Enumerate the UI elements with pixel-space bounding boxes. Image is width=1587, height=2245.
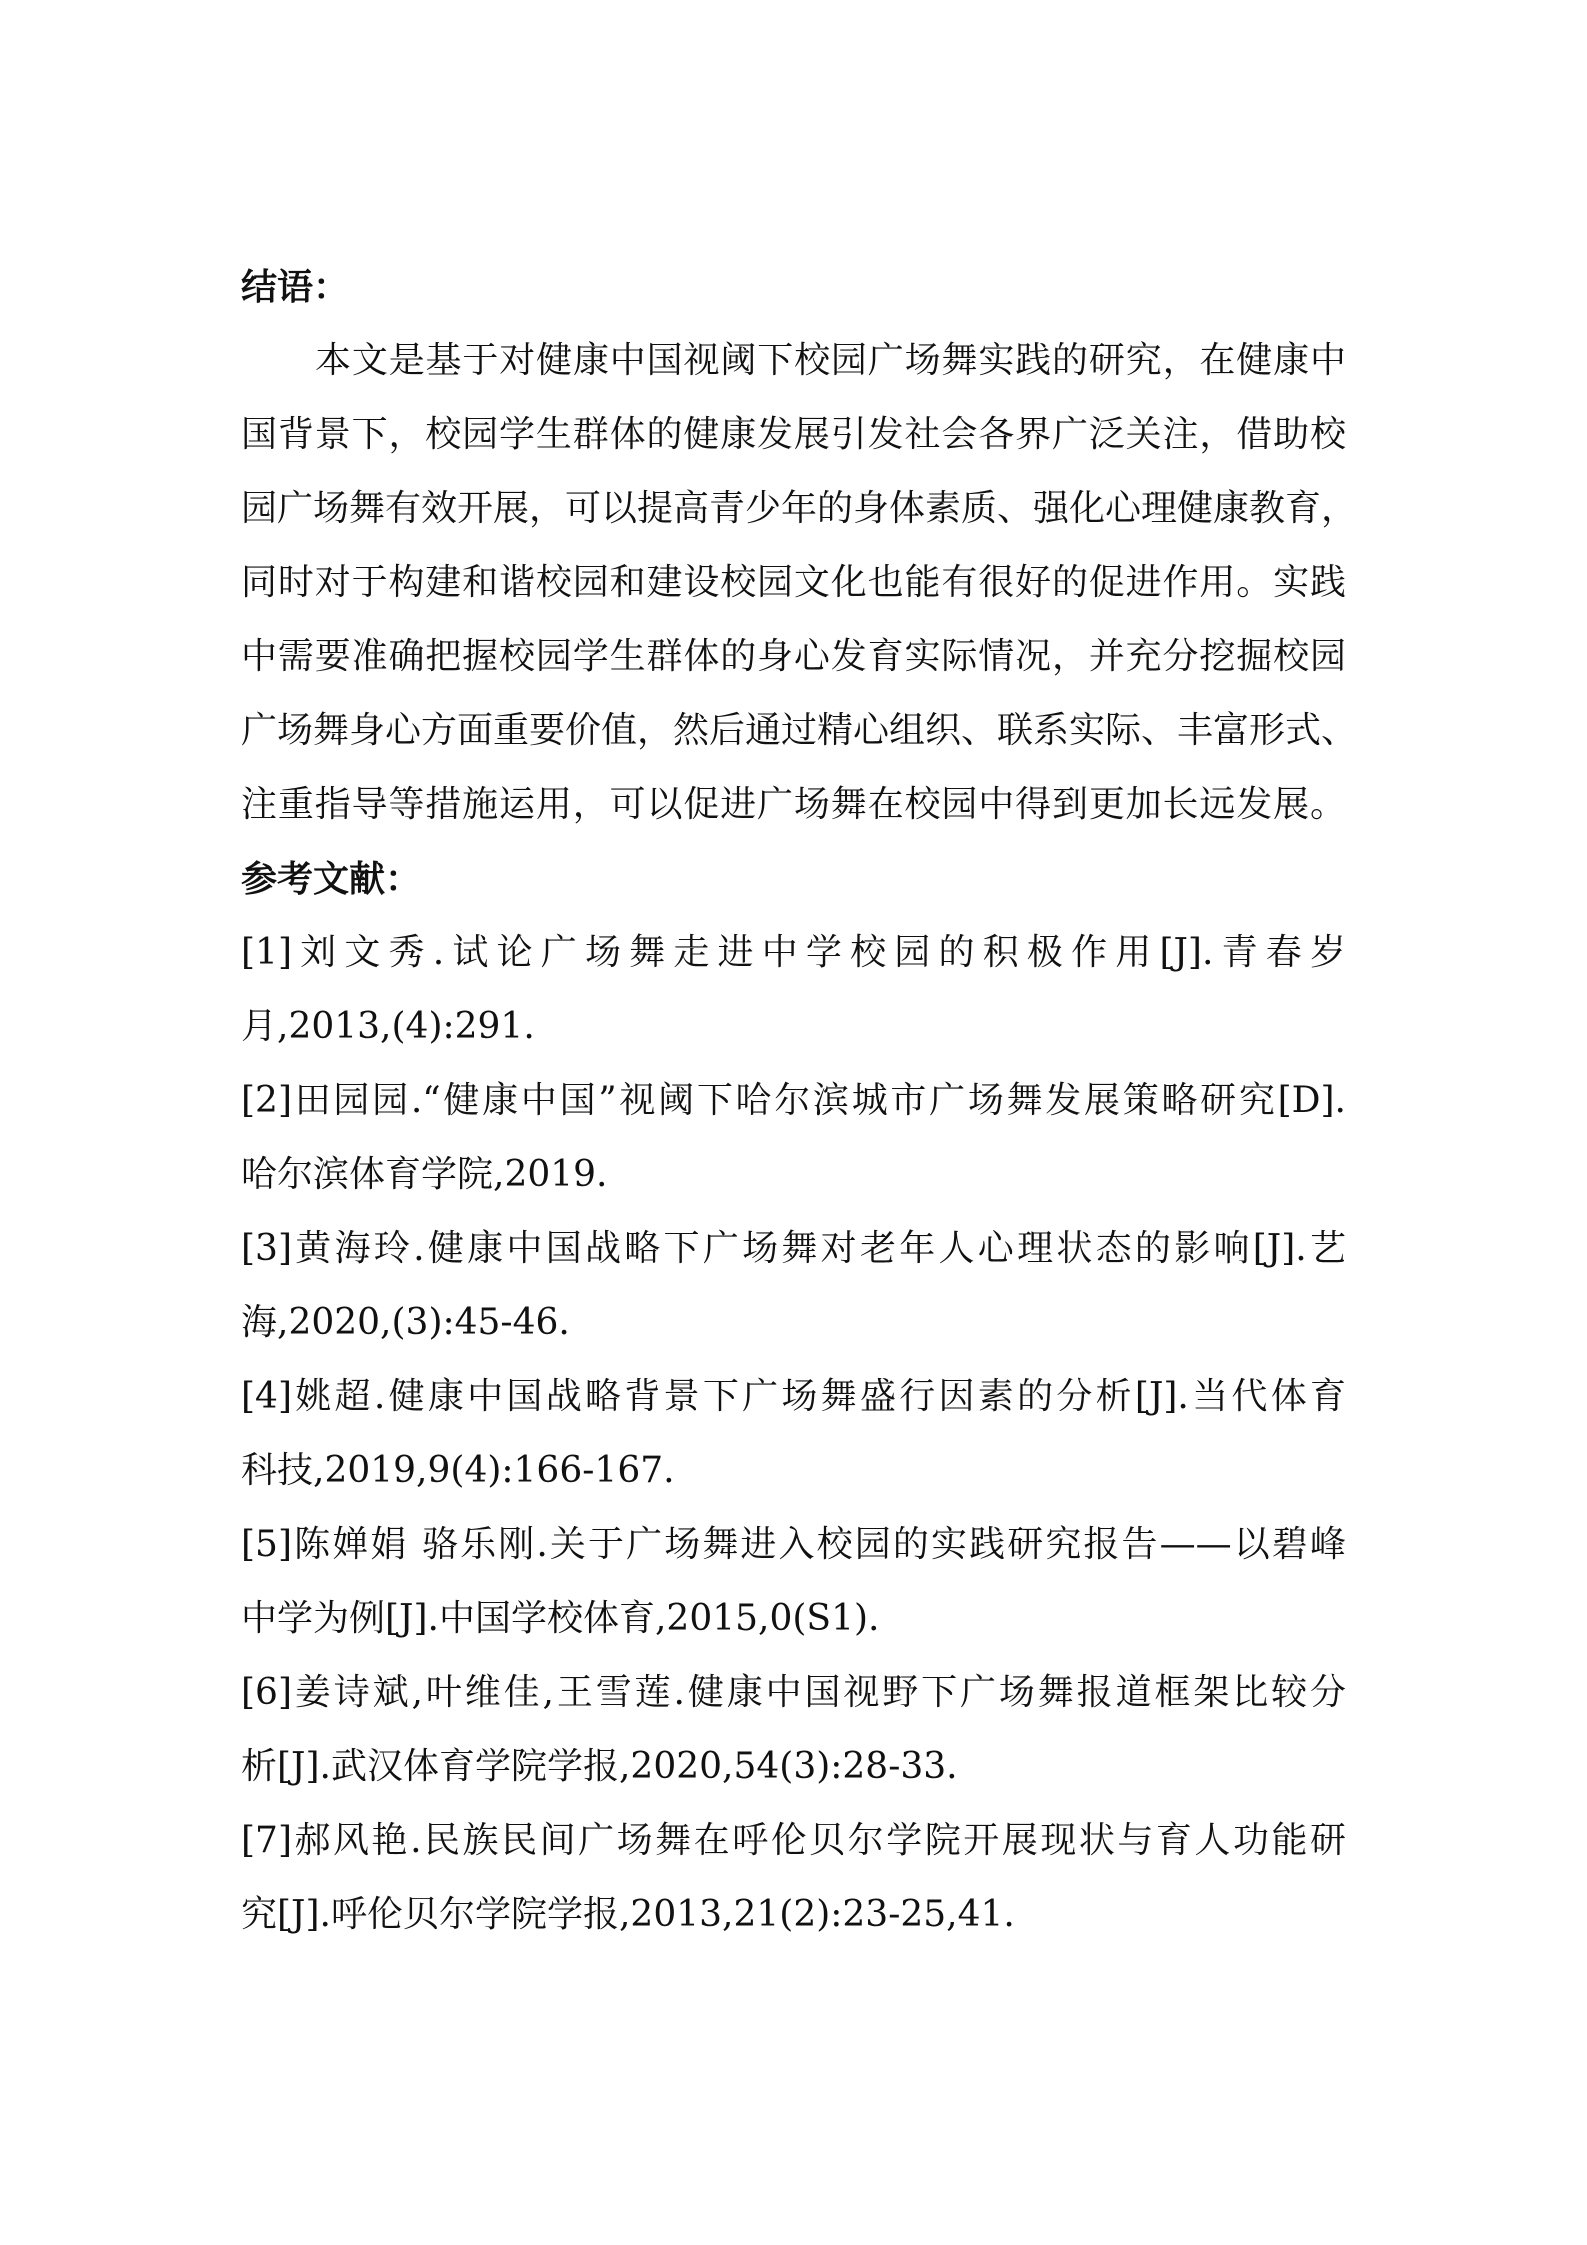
reference-line-1: [7]郝风艳.民族民间广场舞在呼伦贝尔学院开展现状与育人功能研 (241, 1820, 1346, 1861)
conclusion-heading: 结语： (241, 266, 350, 308)
conclusion-line: 注重指导等措施运用，可以促进广场舞在校园中得到更加长远发展。 (241, 784, 1346, 825)
reference-item (241, 1064, 1346, 1212)
reference-line-1: [1]刘文秀.试论广场舞走进中学校园的积极作用[J].青春岁 (241, 932, 1346, 973)
reference-item (241, 1508, 1346, 1656)
conclusion-line: 同时对于构建和谐校园和建设校园文化也能有很好的促进作用。实践 (241, 562, 1346, 603)
reference-line-2: 中学为例[J].中国学校体育,2015,0(S1). (241, 1598, 880, 1639)
reference-line-1: [3]黄海玲.健康中国战略下广场舞对老年人心理状态的影响[J].艺 (241, 1228, 1346, 1269)
reference-line-2: 析[J].武汉体育学院学报,2020,54(3):28-33. (241, 1746, 958, 1787)
reference-item (241, 1212, 1346, 1360)
reference-item (241, 916, 1346, 1064)
conclusion-line: 中需要准确把握校园学生群体的身心发育实际情况，并充分挖掘校园 (241, 636, 1346, 677)
reference-line-2: 哈尔滨体育学院,2019. (241, 1154, 608, 1195)
references-heading: 参考文献： (241, 858, 422, 900)
reference-line-2: 月,2013,(4):291. (241, 1006, 535, 1047)
document-page (241, 250, 1358, 1952)
reference-line-1: [2]田园园.“健康中国”视阈下哈尔滨城市广场舞发展策略研究[D]. (241, 1080, 1346, 1121)
reference-line-1: [4]姚超.健康中国战略背景下广场舞盛行因素的分析[J].当代体育 (241, 1376, 1346, 1417)
reference-line-1: [5]陈婵娟 骆乐刚.关于广场舞进入校园的实践研究报告——以碧峰 (241, 1524, 1346, 1565)
conclusion-line: 园广场舞有效开展，可以提高青少年的身体素质、强化心理健康教育， (241, 488, 1358, 529)
reference-line-1: [6]姜诗斌,叶维佳,王雪莲.健康中国视野下广场舞报道框架比较分 (241, 1672, 1346, 1713)
reference-item (241, 1804, 1346, 1952)
reference-line-2: 海,2020,(3):45-46. (241, 1302, 570, 1343)
conclusion-line: 国背景下，校园学生群体的健康发展引发社会各界广泛关注，借助校 (241, 414, 1346, 455)
conclusion-line: 广场舞身心方面重要价值，然后通过精心组织、联系实际、丰富形式、 (241, 710, 1358, 751)
reference-line-2: 科技,2019,9(4):166-167. (241, 1450, 675, 1491)
conclusion-line: 本文是基于对健康中国视阈下校园广场舞实践的研究，在健康中 (315, 340, 1346, 381)
reference-item (241, 1360, 1346, 1508)
reference-item (241, 1656, 1346, 1804)
reference-line-2: 究[J].呼伦贝尔学院学报,2013,21(2):23-25,41. (241, 1894, 1015, 1935)
